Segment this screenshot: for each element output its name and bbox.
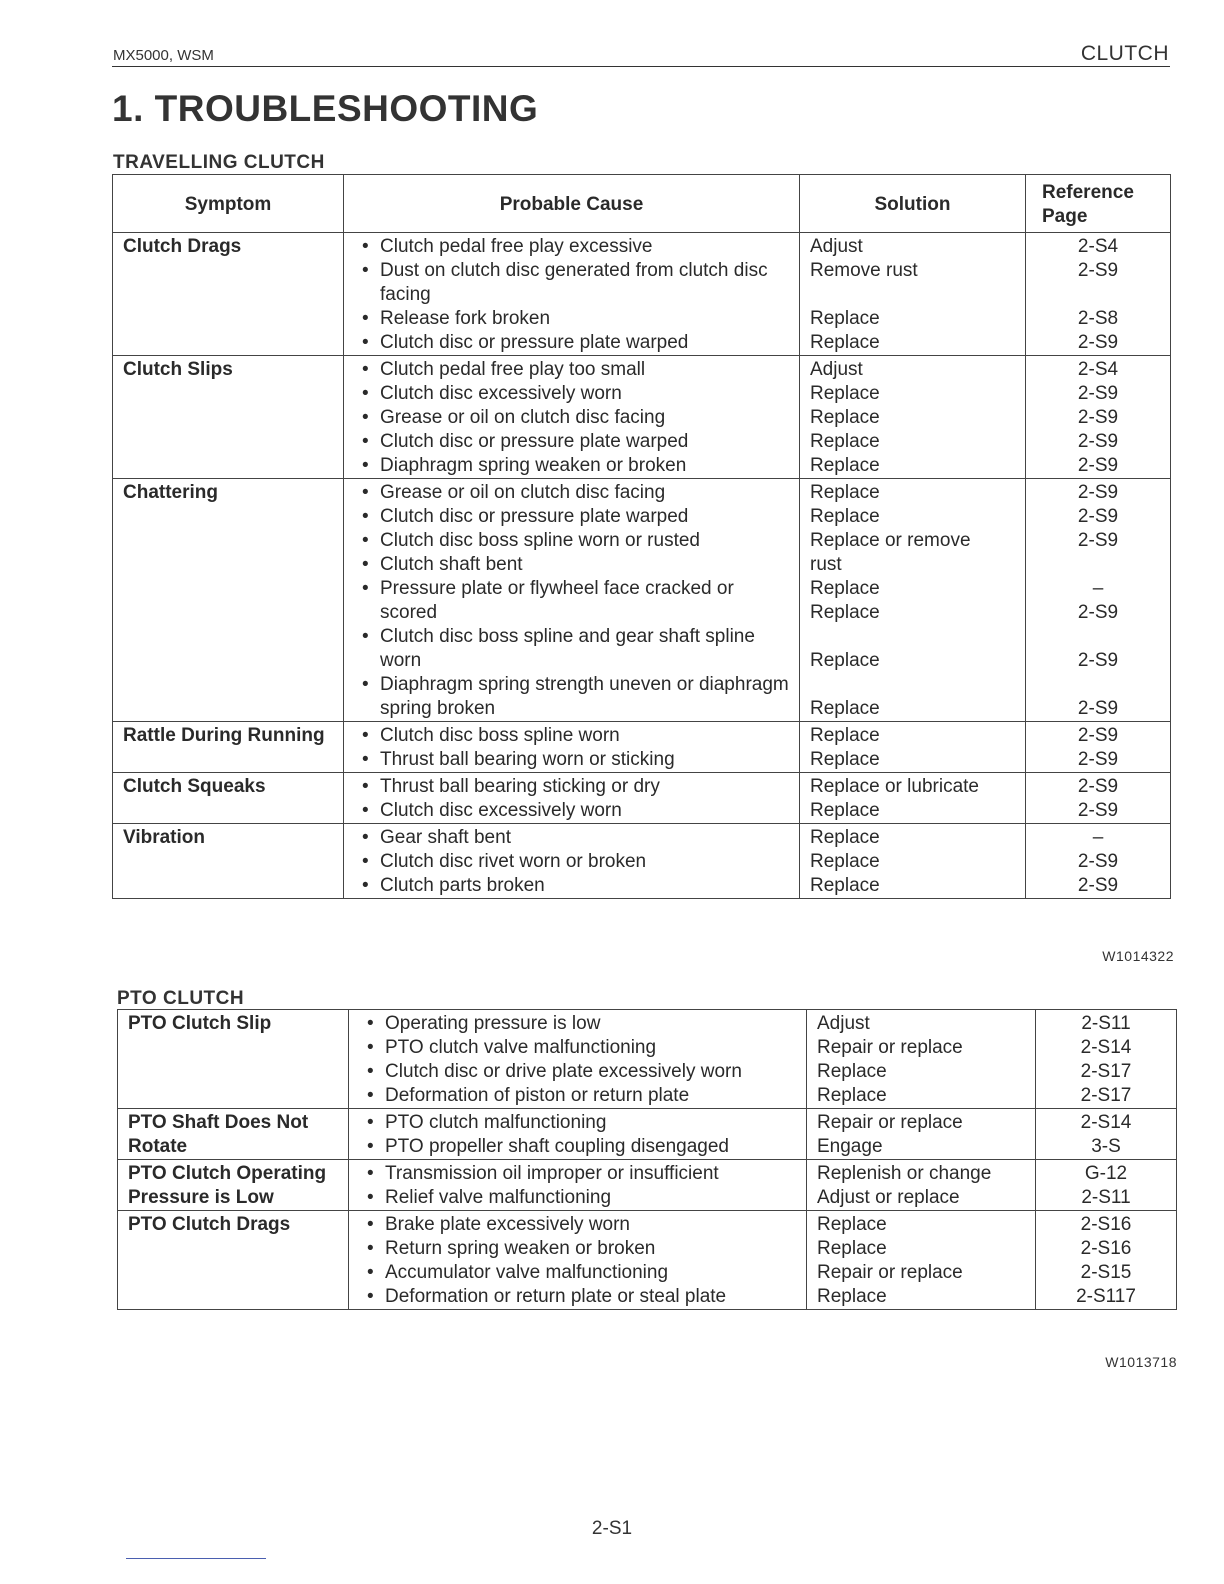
reference-page-text: 2-S9: [1077, 455, 1119, 476]
cause-item: • PTO clutch malfunctioning: [359, 1111, 796, 1135]
cause-item: • Thrust ball bearing worn or sticking: [354, 748, 789, 772]
solution-text: Replace: [810, 851, 880, 872]
symptom-cell: Vibration: [113, 824, 344, 899]
solution-cell: [807, 1010, 1036, 1109]
solution-text: Replace: [810, 578, 880, 599]
reference-page-cell: [1036, 1211, 1177, 1310]
solution-text: Replenish or change: [817, 1163, 992, 1184]
reference-page-text: 2-S9: [1077, 530, 1119, 551]
reference-page-text: 2-S16: [1080, 1238, 1132, 1259]
reference-page-text: 2-S9: [1077, 407, 1119, 428]
reference-page-text: 2-S16: [1080, 1214, 1132, 1235]
reference-page-text: 2-S17: [1080, 1061, 1132, 1082]
cause-item: • PTO propeller shaft coupling disengaged: [359, 1135, 796, 1159]
symptom-cell: Clutch Squeaks: [113, 773, 344, 824]
reference-page-text: 2-S17: [1080, 1085, 1132, 1106]
solution-text: Replace: [810, 431, 880, 452]
probable-cause-cell: [349, 1160, 807, 1211]
table-row: [113, 356, 1171, 479]
solution-text: Replace: [810, 800, 880, 821]
travelling-figure-code: W1014322: [1102, 948, 1174, 964]
reference-page-text: 2-S9: [1077, 875, 1119, 896]
reference-page-text: 2-S9: [1077, 602, 1119, 623]
cause-item: • Clutch disc or drive plate excessively worn: [359, 1060, 796, 1084]
cause-item: • Clutch parts broken: [354, 874, 789, 898]
symptom-cell: Rattle During Running: [113, 722, 344, 773]
cause-item: • Diaphragm spring strength uneven or diaphragm spring broken: [354, 673, 789, 721]
solution-text: [810, 625, 1015, 649]
cause-item: • Thrust ball bearing sticking or dry: [354, 775, 789, 799]
solution-text: Repair or replace: [817, 1112, 963, 1133]
cause-item: • Clutch disc or pressure plate warped: [354, 331, 789, 355]
solution-text: Replace: [810, 725, 880, 746]
reference-page-cell: [1036, 1010, 1177, 1109]
solution-text: Replace: [810, 602, 880, 623]
pto-clutch-table: [117, 1009, 1177, 1310]
solution-text: Replace: [810, 749, 880, 770]
pto-table-body: [118, 1010, 1177, 1310]
solution-cell: [800, 479, 1026, 722]
table-row: [113, 233, 1171, 356]
solution-text: Replace: [810, 482, 880, 503]
cause-item: • Transmission oil improper or insufficient: [359, 1162, 796, 1186]
solution-text: [810, 673, 1015, 697]
probable-cause-cell: [349, 1010, 807, 1109]
cause-item: • Accumulator valve malfunctioning: [359, 1261, 796, 1285]
cause-list: [354, 826, 789, 898]
solution-text: Replace: [810, 506, 880, 527]
solution-text: Replace: [810, 875, 880, 896]
solution-cell: [800, 824, 1026, 899]
table-row: [118, 1211, 1177, 1310]
probable-cause-cell: [344, 356, 800, 479]
solution-text: Repair or replace: [817, 1262, 963, 1283]
solution-text: Replace: [810, 308, 880, 329]
symptom-cell: PTO Clutch Operating Pressure is Low: [118, 1160, 349, 1211]
solution-text: Replace: [810, 698, 880, 719]
solution-text: Replace: [810, 455, 880, 476]
cause-list: [359, 1012, 796, 1108]
column-header-reference-page: Reference Page: [1026, 175, 1171, 233]
column-header-symptom: Symptom: [113, 175, 344, 233]
travelling-clutch-table: [112, 174, 1171, 899]
reference-page-cell: [1036, 1160, 1177, 1211]
probable-cause-cell: [349, 1211, 807, 1310]
solution-cell: [807, 1109, 1036, 1160]
reference-page-text: [1036, 673, 1160, 697]
solution-text: Replace: [810, 827, 880, 848]
solution-text: Replace or lubricate: [810, 776, 979, 797]
reference-page-text: 2-S9: [1077, 725, 1119, 746]
cause-item: • Clutch disc boss spline and gear shaft spline worn: [354, 625, 789, 673]
header-rule: [112, 66, 1170, 67]
reference-page-text: 2-S15: [1080, 1262, 1132, 1283]
symptom-cell: Chattering: [113, 479, 344, 722]
reference-page-text: 2-S117: [1076, 1286, 1136, 1307]
cause-item: • Clutch disc excessively worn: [354, 382, 789, 406]
symptom-cell: Clutch Slips: [113, 356, 344, 479]
cause-list: [354, 481, 789, 721]
reference-page-text: 2-S9: [1077, 506, 1119, 527]
table-row: [113, 773, 1171, 824]
reference-page-text: 2-S4: [1077, 236, 1119, 257]
cause-item: • Clutch disc rivet worn or broken: [354, 850, 789, 874]
pto-section-title: PTO CLUTCH: [117, 988, 245, 1009]
solution-text: Replace: [810, 407, 880, 428]
table-row: [118, 1010, 1177, 1109]
solution-text: Replace: [817, 1286, 887, 1307]
reference-page-text: G-12: [1084, 1163, 1128, 1184]
reference-page-text: [1036, 283, 1160, 307]
reference-page-text: 2-S14: [1080, 1037, 1132, 1058]
reference-page-cell: [1026, 479, 1171, 722]
cause-item: • Operating pressure is low: [359, 1012, 796, 1036]
cause-list: [359, 1162, 796, 1210]
cause-item: • Pressure plate or flywheel face cracked or scored: [354, 577, 789, 625]
solution-cell: [800, 722, 1026, 773]
solution-text: Replace: [817, 1085, 887, 1106]
cause-item: • Clutch shaft bent: [354, 553, 789, 577]
cause-item: • Clutch pedal free play too small: [354, 358, 789, 382]
cause-item: • PTO clutch valve malfunctioning: [359, 1036, 796, 1060]
solution-text: Replace: [810, 332, 880, 353]
solution-cell: [800, 773, 1026, 824]
cause-item: • Clutch disc boss spline worn or rusted: [354, 529, 789, 553]
probable-cause-cell: [344, 479, 800, 722]
symptom-cell: PTO Shaft Does Not Rotate: [118, 1109, 349, 1160]
reference-page-text: 2-S9: [1077, 749, 1119, 770]
probable-cause-cell: [344, 233, 800, 356]
cause-item: • Return spring weaken or broken: [359, 1237, 796, 1261]
cause-item: • Release fork broken: [354, 307, 789, 331]
reference-page-text: 3-S: [1091, 1136, 1121, 1157]
page-title: 1. TROUBLESHOOTING: [112, 88, 539, 129]
solution-text: Replace or remove: [810, 530, 971, 551]
reference-page-text: 2-S9: [1077, 851, 1119, 872]
reference-page-text: 2-S8: [1077, 308, 1119, 329]
column-header-probable-cause: Probable Cause: [344, 175, 800, 233]
header-doc-code: MX5000, WSM: [113, 47, 214, 64]
solution-text: [810, 283, 1015, 307]
cause-item: • Clutch disc or pressure plate warped: [354, 505, 789, 529]
solution-text: rust: [810, 554, 842, 575]
column-header-solution: Solution: [800, 175, 1026, 233]
reference-page-text: 2-S9: [1077, 650, 1119, 671]
cause-item: • Clutch pedal free play excessive: [354, 235, 789, 259]
cause-item: • Clutch disc excessively worn: [354, 799, 789, 823]
reference-page-text: [1036, 625, 1160, 649]
reference-page-text: 2-S9: [1077, 482, 1119, 503]
cause-item: • Dust on clutch disc generated from clutch disc facing: [354, 259, 789, 307]
reference-page-cell: [1026, 722, 1171, 773]
reference-page-text: 2-S9: [1077, 260, 1119, 281]
stray-blue-rule: [126, 1558, 266, 1559]
reference-page-cell: [1026, 824, 1171, 899]
reference-page-text: –: [1092, 827, 1104, 848]
solution-text: Adjust or replace: [817, 1187, 960, 1208]
cause-item: • Clutch disc or pressure plate warped: [354, 430, 789, 454]
symptom-cell: Clutch Drags: [113, 233, 344, 356]
cause-item: • Gear shaft bent: [354, 826, 789, 850]
reference-page-text: 2-S9: [1077, 383, 1119, 404]
cause-item: • Clutch disc boss spline worn: [354, 724, 789, 748]
reference-page-text: [1036, 553, 1160, 577]
solution-cell: [807, 1211, 1036, 1310]
reference-page-text: 2-S9: [1077, 431, 1119, 452]
cause-item: • Deformation or return plate or steal plate: [359, 1285, 796, 1309]
reference-page-text: 2-S9: [1077, 332, 1119, 353]
cause-item: • Grease or oil on clutch disc facing: [354, 481, 789, 505]
cause-list: [354, 724, 789, 772]
solution-text: Replace: [817, 1214, 887, 1235]
symptom-cell: PTO Clutch Slip: [118, 1010, 349, 1109]
cause-list: [354, 358, 789, 478]
reference-page-text: 2-S11: [1081, 1013, 1131, 1034]
table-row: [113, 479, 1171, 722]
cause-item: • Diaphragm spring weaken or broken: [354, 454, 789, 478]
reference-page-text: 2-S9: [1077, 776, 1119, 797]
cause-list: [359, 1213, 796, 1309]
solution-text: Replace: [817, 1238, 887, 1259]
cause-item: • Relief valve malfunctioning: [359, 1186, 796, 1210]
table-row: [118, 1160, 1177, 1211]
reference-page-cell: [1026, 356, 1171, 479]
cause-list: [359, 1111, 796, 1159]
solution-text: Repair or replace: [817, 1037, 963, 1058]
reference-page-cell: [1026, 233, 1171, 356]
solution-text: Remove rust: [810, 260, 918, 281]
pto-figure-code: W1013718: [1105, 1354, 1177, 1370]
cause-list: [354, 235, 789, 355]
travelling-table-body: [113, 233, 1171, 899]
probable-cause-cell: [349, 1109, 807, 1160]
solution-cell: [800, 356, 1026, 479]
cause-item: • Deformation of piston or return plate: [359, 1084, 796, 1108]
page-number: 2-S1: [591, 1518, 633, 1539]
solution-cell: [800, 233, 1026, 356]
solution-text: Replace: [810, 650, 880, 671]
cause-item: • Grease or oil on clutch disc facing: [354, 406, 789, 430]
cause-item: • Brake plate excessively worn: [359, 1213, 796, 1237]
solution-text: Adjust: [817, 1013, 870, 1034]
solution-text: Engage: [817, 1136, 883, 1157]
solution-cell: [807, 1160, 1036, 1211]
solution-text: Adjust: [810, 359, 863, 380]
header-section-name: CLUTCH: [1080, 42, 1169, 65]
symptom-cell: PTO Clutch Drags: [118, 1211, 349, 1310]
reference-page-text: 2-S4: [1077, 359, 1119, 380]
travelling-section-title: TRAVELLING CLUTCH: [113, 152, 325, 173]
reference-page-text: 2-S9: [1077, 800, 1119, 821]
probable-cause-cell: [344, 773, 800, 824]
table-row: [118, 1109, 1177, 1160]
table-row: [113, 824, 1171, 899]
reference-page-text: 2-S11: [1081, 1187, 1131, 1208]
solution-text: Adjust: [810, 236, 863, 257]
reference-page-text: –: [1092, 578, 1104, 599]
reference-page-cell: [1026, 773, 1171, 824]
reference-page-cell: [1036, 1109, 1177, 1160]
solution-text: Replace: [817, 1061, 887, 1082]
solution-text: Replace: [810, 383, 880, 404]
probable-cause-cell: [344, 722, 800, 773]
reference-page-text: 2-S9: [1077, 698, 1119, 719]
cause-list: [354, 775, 789, 823]
reference-page-text: 2-S14: [1080, 1112, 1132, 1133]
table-row: [113, 722, 1171, 773]
probable-cause-cell: [344, 824, 800, 899]
